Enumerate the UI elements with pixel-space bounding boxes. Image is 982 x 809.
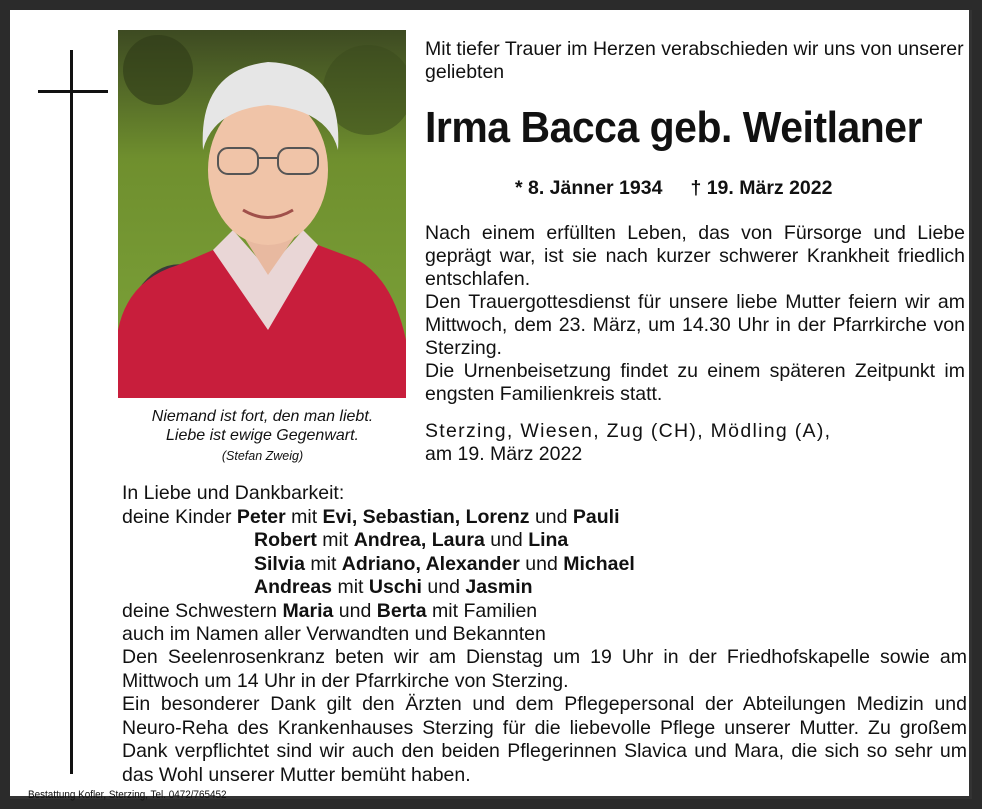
relatives-line: auch im Namen aller Verwandten und Bekannten [122, 623, 546, 645]
children-prefix: deine Kinder [122, 505, 232, 528]
family-name: Jasmin [465, 576, 533, 598]
family-name: Andrea, Laura [353, 529, 485, 551]
portrait-photo [118, 30, 406, 398]
family-text: mit [332, 576, 369, 598]
life-dates [515, 177, 832, 200]
paragraph-life: Nach einem erfüllten Leben, das von Fürsorge und Liebe geprägt war, ist sie nach kurzer schwerer Krankheit friedlich entschlafen. [425, 222, 965, 290]
date-line: am 19. März 2022 [425, 443, 583, 465]
family-name: Uschi [368, 576, 422, 598]
family-name: Peter [236, 505, 286, 528]
family-list [122, 482, 962, 647]
death-date: † 19. März 2022 [690, 177, 833, 199]
cross-icon [70, 50, 73, 774]
undertaker-credit: Bestattung Kofler, Sterzing, Tel. 0472/765452 [28, 789, 227, 801]
family-name: Robert [254, 529, 317, 551]
child-line [122, 529, 962, 553]
family-text: und [484, 529, 529, 551]
family-name: Berta [376, 599, 427, 622]
child-line [122, 553, 962, 577]
family-name: Maria [282, 599, 334, 622]
family-text: und [529, 505, 573, 528]
sisters-line [122, 600, 962, 624]
family-text: und [333, 599, 377, 622]
family-name: Silvia [254, 552, 305, 575]
cross-icon-bar [38, 90, 108, 93]
intro-text: Mit tiefer Trauer im Herzen verabschieden wir uns von unserer geliebten [425, 38, 964, 83]
family-name: Lina [528, 529, 569, 551]
family-text: deine Schwestern [122, 599, 283, 622]
obituary-card [10, 10, 972, 799]
children-row [122, 506, 962, 530]
rosary-paragraph: Den Seelenrosenkranz beten wir am Dienstag um 19 Uhr in der Friedhofskapelle sowie am Mittwoch um 14 Uhr in der Pfarrkirche von Sterzing. [122, 646, 967, 692]
family-name: Andreas [254, 576, 333, 598]
child-line [122, 576, 962, 600]
family-text: und [421, 576, 466, 598]
deceased-name: Irma Bacca geb. Weitlaner [425, 103, 923, 152]
place-date [425, 420, 970, 466]
family-name: Evi, Sebastian, Lorenz [322, 505, 530, 528]
quote [110, 407, 415, 445]
birth-date: * 8. Jänner 1934 [515, 177, 663, 199]
paragraph-service: Den Trauergottesdienst für unsere liebe Mutter feiern wir am Mittwoch, dem 23. März, um 14.30 Uhr in der Pfarrkirche von Sterzing. [425, 291, 965, 359]
thanks-paragraph: Ein besonderer Dank gilt den Ärzten und dem Pflegepersonal der Abteilungen Medizin und Neuro-Reha des Krankenhauses Sterzing für die liebevolle Pflege unserer Mutter. Zu großem Dank verpflichtet sind wir auch den beiden Pflegerinnen Slavica und Mara, die sich so sehr um das Wohl unserer Mutter bemüht haben. [122, 693, 967, 786]
child-line [237, 506, 620, 528]
family-name: Pauli [572, 505, 620, 528]
quote-line: Liebe ist ewige Gegenwart. [166, 427, 359, 444]
paragraph-urn: Die Urnenbeisetzung findet zu einem späteren Zeitpunkt im engsten Familienkreis statt. [425, 360, 965, 405]
quote-line: Niemand ist fort, den man liebt. [151, 408, 374, 425]
family-opening: In Liebe und Dankbarkeit: [122, 482, 345, 504]
family-text: mit [285, 505, 323, 528]
family-text: mit [304, 552, 342, 575]
family-name: Michael [563, 552, 635, 575]
family-text: mit [316, 529, 354, 551]
family-text: mit Familien [426, 599, 538, 622]
family-text: und [519, 552, 564, 575]
family-name: Adriano, Alexander [341, 552, 520, 575]
quote-source: (Stefan Zweig) [221, 449, 304, 463]
closing-text [122, 646, 967, 787]
place-line: Sterzing, Wiesen, Zug (CH), Mödling (A), [425, 420, 832, 442]
